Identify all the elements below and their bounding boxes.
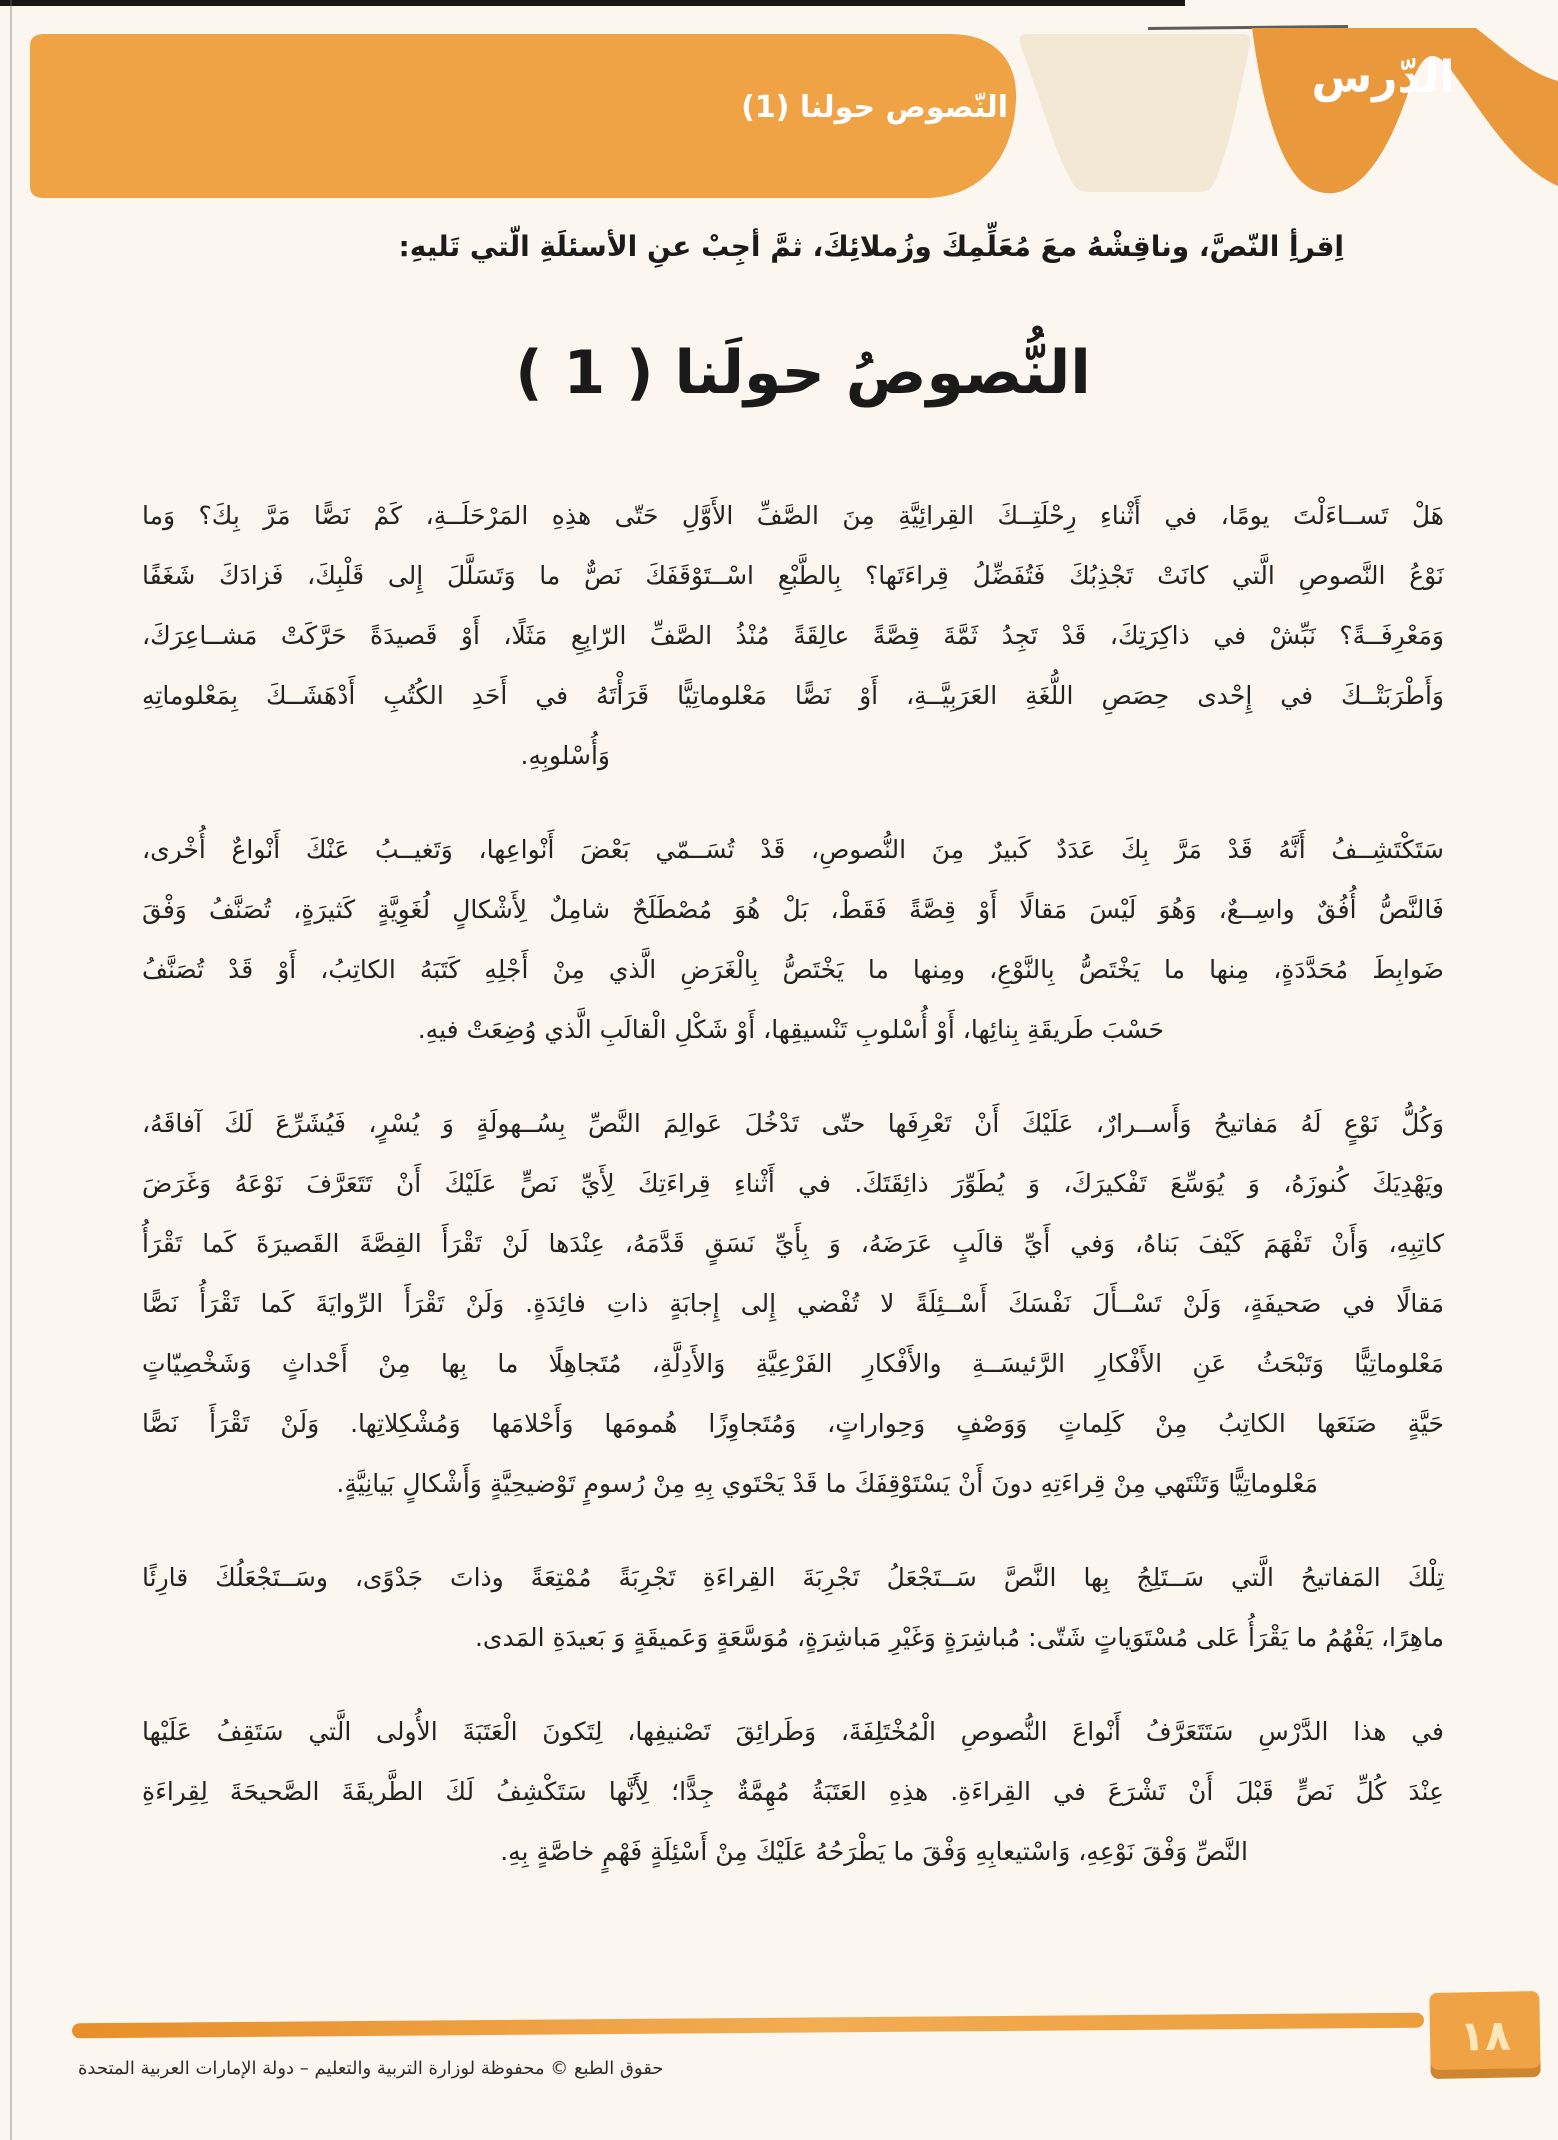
text-line: حَيَّةٍ صَنَعَها الكاتِبُ مِنْ كَلِماتٍ وَوَصْفٍ وَحِواراتٍ، وَمُتَجاوِزًا هُمومَها وَأَحْلامَها وَمُشْكِلاتِها. وَلَنْ تَقْرَأَ نَصًّا [142,1409,1444,1438]
article-body [142,486,1444,1916]
text-line: مَعْلوماتِيًّا وَتَنْتَهي مِنْ قِراءَتِهِ دونَ أَنْ يَسْتَوْقِفَكَ ما قَدْ يَحْتَوي بِهِ مِنْ رُسومٍ تَوْضيحِيَّةٍ وَأَشْكالٍ بَيانِيَّةٍ. [336,1469,1318,1498]
scan-edge-artifact [10,0,12,2140]
page-number-badge [1429,1991,1540,2079]
text-line: وَأُسْلوبِهِ. [520,741,610,770]
text-line: وَكُلُّ نَوْعٍ لَهُ مَفاتيحُ وَأَســرارٌ، عَلَيْكَ أَنْ تَعْرِفَها حتّى تَدْخُلَ عَوالِمَ النَّصِّ بِسُــهولَةٍ وَ يُسْرٍ، فَيُشَرِّعَ لَكَ آفاقَهُ، [142,1109,1444,1138]
footer-divider-rule [72,2013,1424,2039]
page-title: النُّصوصُ حولَنا ( 1 ) [515,338,1091,408]
text-line: نَوْعُ النَّصوصِ الَّتي كانَتْ تَجْذِبُكَ فَتُفَضِّلُ قِراءَتَها؟ بِالطَّبْعِ اسْــتَوْقَفَكَ نَصٌّ ما وَتَسَلَّلَ إِلى قَلْبِكَ، فَزادَكَ شَغَفًا [142,561,1444,590]
text-line: ويَهْدِيَكَ كُنوزَهُ، وَ يُوَسِّعَ تَفْكيرَكَ، وَ يُطَوِّرَ ذائِقَتَكَ. في أَثْناءِ قِراءَتِكَ لِأَيِّ نَصٍّ عَلَيْكَ أَنْ تَتَعَرَّفَ نَوْعَهُ وَغَرَضَ [142,1169,1444,1198]
paragraph [142,1094,1444,1514]
text-line: فَالنَّصُّ أُفُقٌ واسِــعٌ، وَهُوَ لَيْسَ مَقالًا أَوْ قِصَّةً فَقَطْ، بَلْ هُوَ مُصْطَلَحٌ شامِلٌ لِأَشْكالٍ لُغَوِيَّةٍ كَثيرَةٍ، تُصَنَّفُ وَفْقَ [142,895,1444,924]
unit-banner-title: النّصوص حولنا (1) [741,90,1008,125]
paragraph [142,1702,1444,1882]
lesson-ribbon-label: الدّرس [1311,52,1455,103]
paragraph [142,1548,1444,1668]
instruction-text: اِقرأِ النّصَّ، وناقِشْهُ معَ مُعَلِّمِكَ وزُملائِكَ، ثمَّ أجِبْ عنِ الأسئلَةِ الّتي تَليهِ: [398,230,1344,263]
text-line: ضَوابِطَ مُحَدَّدَةٍ، مِنها ما يَخْتَصُّ بِالنَّوْعِ، ومِنها ما يَخْتَصُّ بِالْغَرَضِ الَّذي مِنْ أَجْلِهِ كَتَبَهُ الكاتِبُ، أَوْ قَدْ تُصَنَّفُ [142,955,1444,984]
header-wedge-shape [1019,34,1250,192]
text-line: تِلْكَ المَفاتيحُ الَّتي سَــتَلِجُ بِها النَّصَّ سَــتَجْعَلُ تَجْرِبَةَ القِراءَةِ تَجْرِبَةً مُمْتِعَةً وذاتَ جَدْوًى، وسَــتَجْعَلُكَ قارِئًا [142,1563,1444,1592]
text-line: النَّصِّ وَفْقَ نَوْعِهِ، وَاسْتيعابِهِ وَفْقَ ما يَطْرَحُهُ عَلَيْكَ مِنْ أَسْئِلَةٍ فَهْمٍ خاصَّةٍ بِهِ. [500,1837,1248,1866]
text-line: حَسْبَ طَريقَةِ بِنائِها، أَوْ أُسْلوبِ تَنْسيقِها، أَوْ شَكْلِ الْقالَبِ الَّذي وُضِعَتْ فيهِ. [417,1015,1164,1044]
copyright-notice: حقوق الطبع © محفوظة لوزارة التربية والتعليم – دولة الإمارات العربية المتحدة [78,2058,664,2079]
text-line: وَأَطْرَبَتْــكَ في إِحْدى حِصَصِ اللُّغَةِ العَرَبِيَّــةِ، أَوْ نَصًّا مَعْلوماتِيًّا قَرَأْتَهُ في أَحَدِ الكُتُبِ أَدْهَشَــكَ بِمَعْلوماتِهِ [142,681,1444,710]
page-number: ١٨ [1458,2010,1512,2060]
text-line: عِنْدَ كُلِّ نَصٍّ قَبْلَ أَنْ تَشْرَعَ في القِراءَةِ. هذِهِ العَتَبَةُ مُهِمَّةٌ جِدًّا؛ لِأَنَّها سَتَكْشِفُ لَكَ الطَّريقَةَ الصَّحيحَةَ لِقِراءَةِ [142,1777,1444,1806]
text-line: ماهِرًا، يَفْهُمُ ما يَقْرَأُ عَلى مُسْتَوَياتٍ شَتّى: مُباشِرَةٍ وَغَيْرِ مَباشِرَةٍ، مُوَسَّعَةٍ وَعَميقَةٍ وَ بَعيدَةِ المَدى. [474,1623,1444,1652]
text-line: كاتِبِهِ، وَأَنْ تَفْهَمَ كَيْفَ بَناهُ، وَفي أَيِّ قالَبٍ عَرَضَهُ، وَ بِأَيِّ نَسَقٍ قَدَّمَهُ، عِنْدَها لَنْ تَقْرَأَ القِصَّةَ القَصيرَةَ كَما تَقْرَأُ [142,1229,1444,1258]
text-line: مَعْلوماتِيًّا وَتَبْحَثُ عَنِ الأَفْكارِ الرَّئيسَــةِ والأَفْكارِ الفَرْعِيَّةِ وَالأَدِلَّةِ، مُتَجاهِلًا ما بِها مِنْ أَحْداثٍ وَشَخْصِيّاتٍ [142,1349,1444,1378]
text-line: وَمَعْرِفَــةً؟ نَبِّشْ في ذاكِرَتِكَ، قَدْ تَجِدُ ثَمَّةَ قِصَّةً عالِقَةً مُنْذُ الصَّفِّ الرّابِعِ مَثَلًا، أَوْ قَصيدَةً حَرَّكَتْ مَشــاعِرَكَ، [142,621,1444,650]
text-line: في هذا الدَّرْسِ سَتَتَعَرَّفُ أَنْواعَ النُّصوصِ الْمُخْتَلِفَةَ، وَطَرائِقَ تَصْنيفِها، لِتَكونَ الْعَتَبَةَ الأُولى الَّتي سَتَقِفُ عَلَيْها [142,1717,1444,1746]
text-line: هَلْ تَســاءَلْتَ يومًا، في أَثْناءِ رِحْلَتِــكَ القِرائِيَّةِ مِنَ الصَّفِّ الأَوَّلِ حَتّى هذِهِ المَرْحَلَــةِ، كَمْ نَصًّا مَرَّ بِكَ؟ وَما [142,501,1444,530]
paragraph [142,820,1444,1060]
text-line: سَتَكْتَشِــفُ أَنَّهُ قَدْ مَرَّ بِكَ عَدَدٌ كَبيرٌ مِنَ النُّصوصِ، قَدْ تُسَــمّي بَعْضَ أَنْواعِها، وَتَغيــبُ عَنْكَ أَنْواعٌ أُخْرى، [142,835,1444,864]
text-line: مَقالًا في صَحيفَةٍ، وَلَنْ تَسْــأَلَ نَفْسَكَ أَسْــئِلَةً لا تُفْضي إِلى إِجابَةٍ ذاتِ فائِدَةٍ. وَلَنْ تَقْرَأَ الرِّوايَةَ كَما تَقْرَأُ نَصًّا [142,1289,1444,1318]
paragraph [142,486,1444,786]
